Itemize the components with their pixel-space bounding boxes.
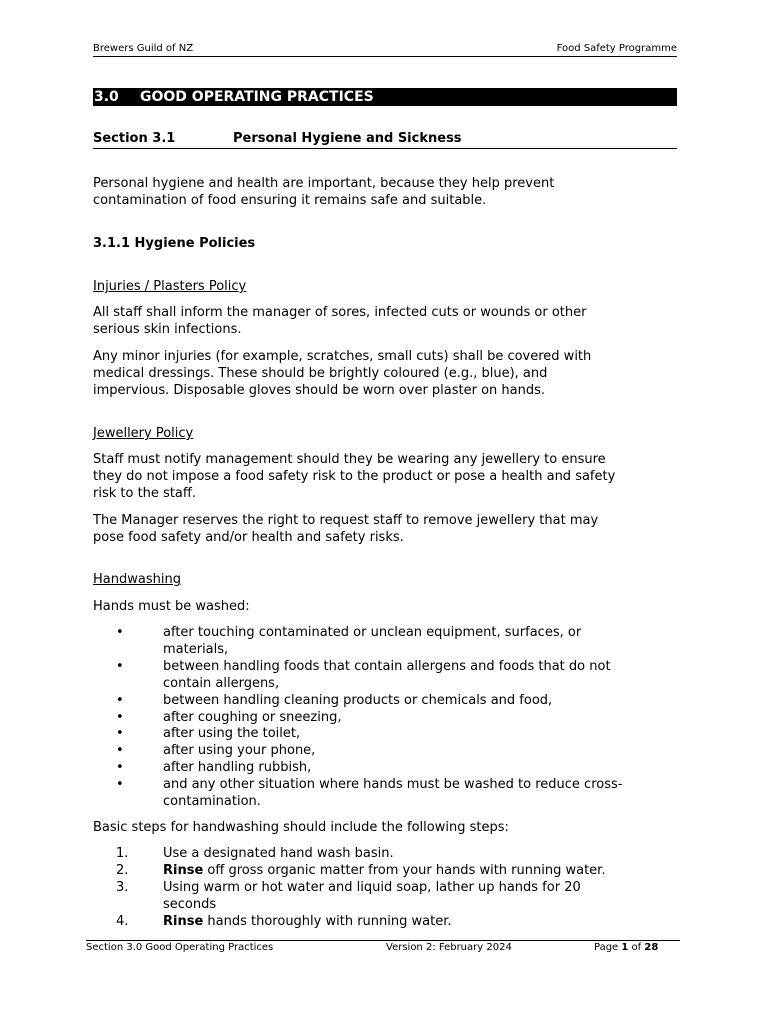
page-footer	[86, 940, 680, 955]
footer-section: Section 3.0 Good Operating Practices	[86, 942, 274, 953]
step-number: 1.	[116, 846, 129, 861]
injuries-paragraph-2: Any minor injuries (for example, scratches, small cuts) shall be covered with medical dressings. These should be brightly coloured (e.g., blue), and impervious. Disposable gloves should be worn over plaster on hands.	[93, 349, 592, 398]
step-item: Using warm or hot water and liquid soap, lather up hands for 20 seconds	[163, 880, 581, 912]
section-title: Personal Hygiene and Sickness	[233, 131, 462, 146]
injuries-policy-title: Injuries / Plasters Policy	[93, 279, 247, 294]
bullet-marker: •	[116, 726, 124, 741]
step-number: 3.	[116, 880, 129, 895]
step-item: Rinse off gross organic matter from your hands with running water.	[163, 863, 606, 878]
page-header	[93, 43, 677, 57]
list-item: after touching contaminated or unclean equipment, surfaces, or materials,	[163, 625, 582, 657]
list-item: between handling foods that contain allergens and foods that do not contain allergens,	[163, 659, 611, 691]
list-item: after coughing or sneezing,	[163, 710, 342, 725]
header-doc-title: Food Safety Programme	[556, 43, 677, 54]
bullet-marker: •	[116, 693, 124, 708]
injuries-paragraph-1: All staff shall inform the manager of sores, infected cuts or wounds or other serious skin infections.	[93, 305, 587, 337]
steps-lead: Basic steps for handwashing should include the following steps:	[93, 820, 509, 835]
step-number: 2.	[116, 863, 129, 878]
footer-version: Version 2: February 2024	[386, 942, 512, 953]
bullet-marker: •	[116, 760, 124, 775]
section-heading	[93, 131, 677, 149]
header-org: Brewers Guild of NZ	[93, 43, 194, 54]
jewellery-paragraph-2: The Manager reserves the right to request staff to remove jewellery that may pose food safety and/or health and safety risks.	[93, 513, 599, 545]
list-item: after using the toilet,	[163, 726, 301, 741]
step-item: Rinse hands thoroughly with running water.	[163, 914, 452, 929]
handwashing-lead: Hands must be washed:	[93, 599, 250, 614]
intro-paragraph: Personal hygiene and health are important, because they help prevent contamination of food ensuring it remains safe and suitable.	[93, 176, 555, 208]
bullet-marker: •	[116, 659, 124, 674]
list-item: after handling rubbish,	[163, 760, 312, 775]
section-number: Section 3.1	[93, 131, 176, 146]
jewellery-paragraph-1: Staff must notify management should they be wearing any jewellery to ensure they do not impose a food safety risk to the product or pose a health and safety risk to the staff.	[93, 452, 616, 501]
list-item: and any other situation where hands must be washed to reduce cross- contamination.	[163, 777, 623, 809]
heading-1-bar	[93, 88, 677, 106]
list-item: between handling cleaning products or chemicals and food,	[163, 693, 553, 708]
heading-1-number: 3.0	[94, 89, 119, 105]
footer-page-number: Page 1 of 28	[594, 942, 659, 953]
jewellery-policy-title: Jewellery Policy	[93, 426, 194, 441]
step-number: 4.	[116, 914, 129, 929]
heading-1-title: GOOD OPERATING PRACTICES	[140, 89, 374, 105]
subheading-hygiene-policies: 3.1.1 Hygiene Policies	[93, 236, 256, 251]
handwashing-title: Handwashing	[93, 572, 181, 587]
list-item: after using your phone,	[163, 743, 316, 758]
bullet-marker: •	[116, 777, 124, 792]
bullet-marker: •	[116, 625, 124, 640]
step-item: Use a designated hand wash basin.	[163, 846, 394, 861]
bullet-marker: •	[116, 743, 124, 758]
bullet-marker: •	[116, 710, 124, 725]
